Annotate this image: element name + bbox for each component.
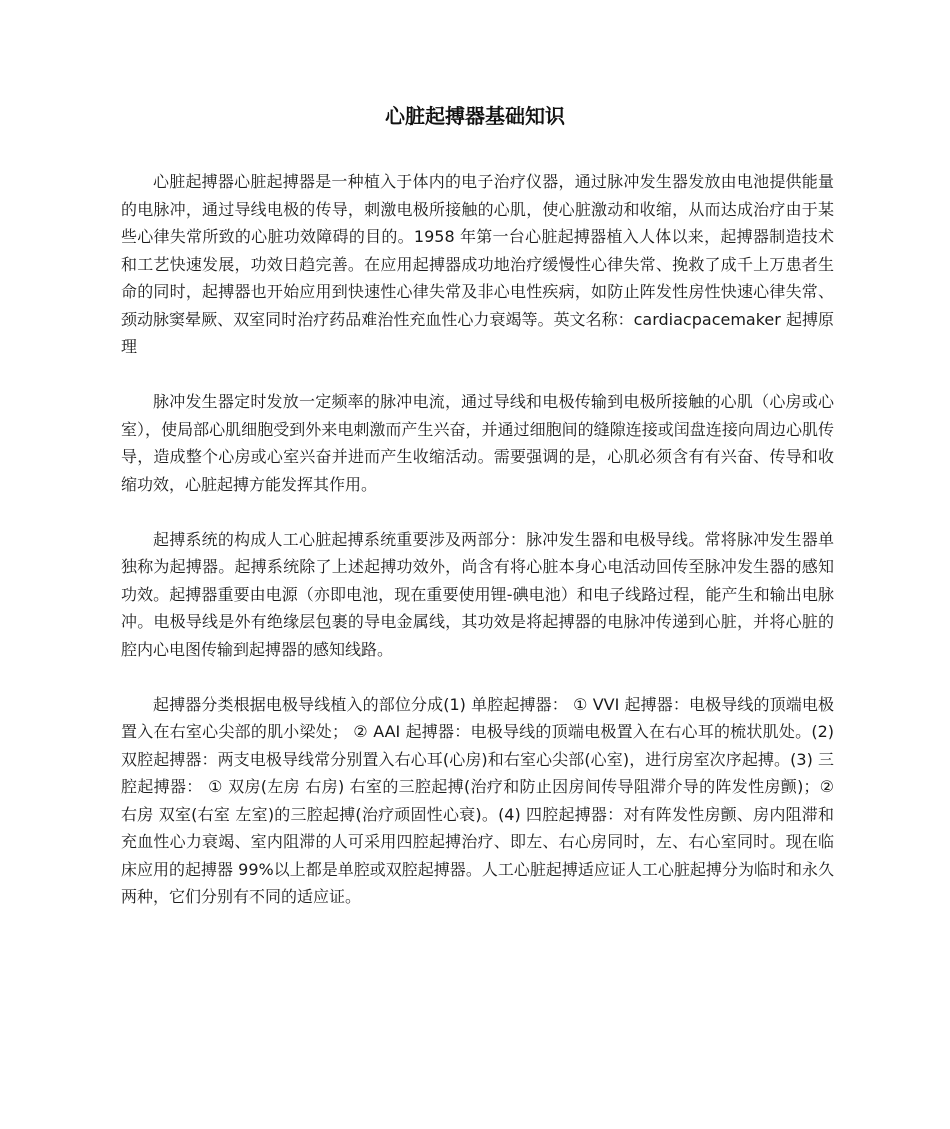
paragraph-overview: 心脏起搏器心脏起搏器是一种植入于体内的电子治疗仪器，通过脉冲发生器发放由电池提供能量的电脉冲，通过导线电极的传导，刺激电极所接触的心肌，使心脏激动和收缩，从而达成治疗由于某些心律失常所致的心脏功效障碍的目的。1958 年第一台心脏起搏器植入人体以来，起搏器制造技术和工艺快速发展，功效日趋完善。在应用起搏器成功地治疗缓慢性心律失常、挽救了成千上万患者生命的同时，起搏器也开始应用到快速性心律失常及非心电性疾病，如防止阵发性房性快速心律失常、颈动脉窦晕厥、双室同时治疗药品难治性充血性心力衰竭等。英文名称：cardiacpacemaker 起搏原理 [121, 172, 834, 356]
document-title: 心脏起搏器基础知识 [385, 104, 565, 128]
document-body [121, 168, 834, 938]
paragraph-system-composition: 起搏系统的构成人工心脏起搏系统重要涉及两部分：脉冲发生器和电极导线。常将脉冲发生器单独称为起搏器。起搏系统除了上述起搏功效外，尚含有将心脏本身心电活动回传至脉冲发生器的感知功效。起搏器重要由电源（亦即电池，现在重要使用锂-碘电池）和电子线路过程，能产生和输出电脉冲。电极导线是外有绝缘层包裹的导电金属线，其功效是将起搏器的电脉冲传递到心脏，并将心脏的腔内心电图传输到起搏器的感知线路。 [121, 529, 834, 659]
paragraph-classification: 起搏器分类根据电极导线植入的部位分成(1) 单腔起搏器： ① VVI 起搏器：电极导线的顶端电极置入在右室心尖部的肌小梁处； ② AAI 起搏器：电极导线的顶端电极置入在右心耳的梳状肌处。(2) 双腔起搏器：两支电极导线常分别置入右心耳(心房)和右室心尖部(心室)，进行房室次序起搏。(3) 三腔起搏器： ① 双房(左房 右房) 右室的三腔起搏(治疗和防止因房间传导阻滞介导的阵发性房颤)；②右房 双室(右室 左室)的三腔起搏(治疗顽固性心衰)。(4) 四腔起搏器：对有阵发性房颤、房内阻滞和充血性心力衰竭、室内阻滞的人可采用四腔起搏治疗、即左、右心房同时，左、右心室同时。现在临床应用的起搏器 99%以上都是单腔或双腔起搏器。人工心脏起搏适应证人工心脏起搏分为临时和永久两种，它们分别有不同的适应证。 [121, 694, 834, 906]
paragraph-pacing-principle: 脉冲发生器定时发放一定频率的脉冲电流，通过导线和电极传输到电极所接触的心肌（心房或心室），使局部心肌细胞受到外来电刺激而产生兴奋，并通过细胞间的缝隙连接或闰盘连接向周边心肌传导，造成整个心房或心室兴奋并进而产生收缩活动。需要强调的是，心肌必须含有有兴奋、传导和收缩功效，心脏起搏方能发挥其作用。 [121, 392, 834, 494]
